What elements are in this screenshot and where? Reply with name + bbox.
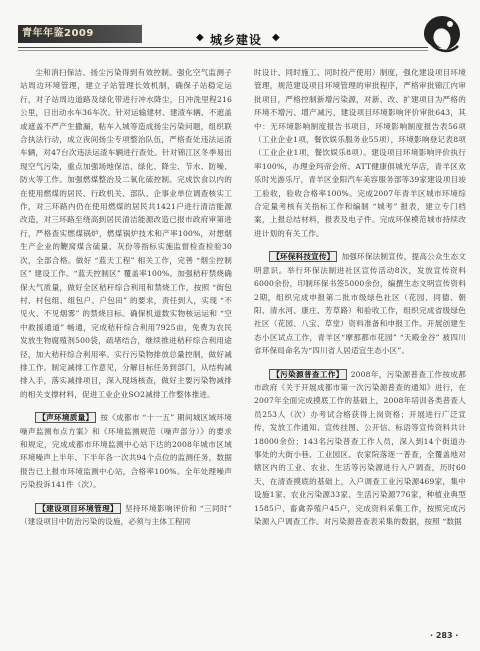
paragraph-project-mgmt-text: 坚持环境影响评价和 “三同时” （建设项目中防治污染的设施，必须与主体工程同 (20, 503, 232, 526)
paragraph-air-quality: 尘和消扫保洁、扬尘污染得到有效控制。强化空气监测子站周边环境管理，建立子站管理长效机制，确保子站稳定运行，对子站周边道路及绿化带进行冲水降尘，日冲洗里程216公里，日出动水车36车次。针对运输建材、建渣车辆、不遮盖或遮盖不严产生撒漏，粘车入城等造成扬尘污染问题，组织联合执法行动，成立夜间扬尘专项整治队伍，严格查处违法运渣车辆，对47台次违法运渣车辆进行查处。针对锦江区冬季易出现空气污染，重点加强场地保洁、绿化、降尘、节水、防噪、防火等工作。加强燃煤整治及二氧化硫控制。完成饮食以内的在使用燃煤的居民、行政机关、部队、企事业单位调查核实工作，对三环路内仍在使用燃煤的居民共1421户进行清洁能源改造，对三环路至绕高到居民清洁能源改造已报市政府审第进行，严格查实燃煤锅炉，燃煤锅炉技术和产率100%，对想烟生产企业的鞭窝煤含硫量、灰份等指标实施监督检查检验30次，全部合格。做好 “蓝天工程” 相关工作，完善 “烟尘控制区” 建设工作。“蓝天控制区” 覆盖率100%。加强秸秆禁烧确保大气质量，做好全区秸秆综合利用和禁烧工作，按照 “街包村、村包组、组包户、户包田” 的要求，责任到人，实现 “不见火、不见烟雾” 的禁烧目标。确保机道数实物核运运和 “空中救援通道” 畅通，完成秸秆综合利用7925亩，免费为农民发放生物腐殖剂500袋，疏堵结合，继续推进秸秆综合利用途径，加大秸秆综合利用率。实行污染物排放总量控制，做好减排工作。制定减排工作意见，分解目标任务到部门，从结构减排入手，落实减排项目，深入现场核查，做好主要污染物减排的相关支撑材料，促进工业企业SO2减排工作整体推进。 (20, 68, 232, 399)
paragraph-noise (20, 411, 232, 491)
emblem-logo-icon (420, 12, 464, 56)
header-rule-thin (18, 50, 428, 51)
spacer (254, 240, 466, 250)
paragraph-census-text: 2008年，污染源普查工作按成都市政府《关于开展成都市第一次污染源普查的通知》进行，在2007年全面完成摸底工作的基础上，2008年培训各类普查人员253人（次）办考试合格获得上岗资格；开展进行广泛宣传，发放工作通知、宣传挂图、公开信、标语等宣传资料共计18000余份；143名污染普查工作人员，深入到14个街道办事处的大街小巷、工业园区、农家院落逐一普查，全覆盖地对辖区内的工业、农业、生活等污染源进行入户调查，历时60天，在清查摸底的基础上，入户调查工业污染源469家，集中设施1家、农业污染源33家、生活污染源776家，种植业典型1585户、畜禽养殖户45户，完成资料采集工作，按照完成污染源入户调查工作。对污染源普查表采集的数据，按照 “数据 (254, 369, 466, 526)
diamond-left-icon: ◆ (196, 32, 204, 43)
diamond-right-icon: ◆ (272, 32, 280, 43)
paragraph-publicity (254, 250, 466, 357)
page-header (0, 0, 480, 64)
spacer (20, 401, 232, 411)
page-number: · 283 · (430, 631, 459, 640)
paragraph-publicity-text: 加强环保法制宣传，提高公众生态文明意识。举行环保法制进社区宣传活动8次，发放宣传资料6000余份，印制环保书签5000余份，编撰生态文明宣传资料2期，组织完成申报第二批市级绿色社区（花园、同德、朝阳、清水河、康庄、芳草路）和验收工作，组织完成省级绿色社区（花园、八宝、草堂）资料准备和申报工作。开展创建生态小区试点工作，青羊区“摩那都市花园” “天殿金谷” 被四川省环保局命名为“四川省人居适宜生态小区”。 (254, 252, 466, 356)
heading-project-mgmt: 【建设项目环境管理】 (35, 503, 121, 514)
spacer (20, 492, 232, 502)
heading-noise: 【声环境质量】 (35, 412, 96, 423)
heading-census: 【污染源普查工作】 (269, 369, 347, 380)
header-rule (18, 47, 428, 48)
paragraph-noise-text: 按《成都市 “十一五” 期间城区域环境噪声监测布点方案》和《环境监测规范（噪声部分）》的要求和规定，完成成都市环境监测中心站下达的2008年城市区域环境噪声上半年、下半年各一次共94个点位的监测任务，数据报告已上报市环境监测中心站，合格率100%。全年处理噪声污染投诉141件（次）。 (20, 413, 232, 490)
spacer (254, 358, 466, 368)
right-column (254, 66, 466, 528)
paragraph-project-mgmt (20, 502, 232, 529)
paragraph-census (254, 368, 466, 529)
heading-publicity: 【环保科技宣传】 (269, 251, 337, 262)
paragraph-project-cont: 时设计、同时施工、同时投产使用）制度，强化建设项目环境管理，规范建设项目环境管理的审批程序，严格审批锦江内审批项目，严格控制新增污染源，对新、改、扩建项目为严格的环境不增污、增产减污，建设项目环境影响评价审批643，其中：无环境影响制度报告书项目，环境影响制度报告表56项（工业企业1项，餐饮娱乐服务业55项），环境影响登记表8项（工业企业1项，餐饮娱乐8项）。建设项目环境影响评价执行率100%，办理金玛帝会所、ATT健康俱城光华店，青羊区欢乐时光游乐厅，青羊区金阳汽车美容服务部等39家建设项目竣工验收，验收合格率100%。完成2007年青羊区城市环境综合定量考核有关指标工作和编制 “城考” 报表，建立专门档案，上报总结材料，报表及电子件。完成环保模范城市持续改进计划的有关工作。 (254, 68, 466, 238)
left-column (20, 66, 232, 528)
section-title: 城乡建设 (210, 33, 263, 47)
yearbook-title: 青年年鉴2009 (18, 25, 142, 43)
